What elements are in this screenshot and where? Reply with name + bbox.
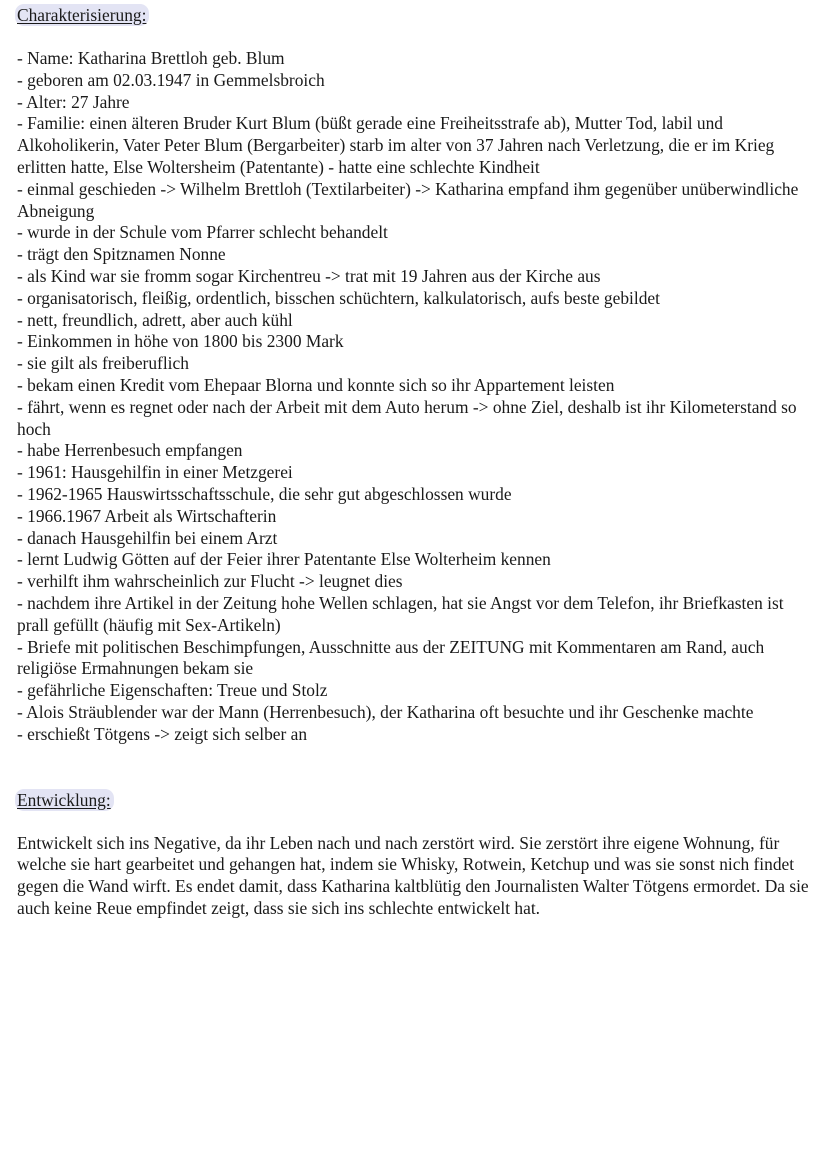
list-item: - als Kind war sie fromm sogar Kirchentreu -> trat mit 19 Jahren aus der Kirche aus xyxy=(17,265,601,286)
development-heading: Entwicklung: xyxy=(15,789,114,811)
list-item: - erschießt Tötgens -> zeigt sich selber an xyxy=(17,723,308,744)
list-item: - bekam einen Kredit vom Ehepaar Blorna und konnte sich so ihr Appartement leisten xyxy=(17,374,615,395)
characterization-list xyxy=(17,48,811,746)
list-item: - lernt Ludwig Götten auf der Feier ihrer Patentante Else Wolterheim kennen xyxy=(17,549,551,570)
list-item: - einmal geschieden -> Wilhelm Brettloh (Textilarbeiter) -> Katharina empfand ihm gegenüber unüberwindliche Abneigung xyxy=(17,178,799,221)
document-page xyxy=(17,4,811,920)
list-item: - verhilft ihm wahrscheinlich zur Flucht -> leugnet dies xyxy=(17,571,403,592)
list-item: - 1966.1967 Arbeit als Wirtschafterin xyxy=(17,505,277,526)
list-item: - Briefe mit politischen Beschimpfungen, Ausschnitte aus der ZEITUNG mit Kommentaren am Rand, auch religiöse Ermahnungen bekam sie xyxy=(17,636,765,679)
characterization-section xyxy=(17,4,811,746)
list-item: - fährt, wenn es regnet oder nach der Arbeit mit dem Auto herum -> ohne Ziel, deshalb ist ihr Kilometerstand so hoch xyxy=(17,396,797,439)
list-item: - Einkommen in höhe von 1800 bis 2300 Mark xyxy=(17,331,344,352)
list-item: - 1962-1965 Hauswirtsschaftsschule, die sehr gut abgeschlossen wurde xyxy=(17,483,512,504)
characterization-heading: Charakterisierung: xyxy=(15,4,149,26)
list-item: - 1961: Hausgehilfin in einer Metzgerei xyxy=(17,462,293,483)
list-item: - wurde in der Schule vom Pfarrer schlecht behandelt xyxy=(17,222,388,243)
list-item: - geboren am 02.03.1947 in Gemmelsbroich xyxy=(17,69,325,90)
development-paragraph: Entwickelt sich ins Negative, da ihr Leben nach und nach zerstört wird. Sie zerstört ihre eigene Wohnung, für welche sie hart gearbeitet und gehangen hat, indem sie Whisky, Rotwein, Ketchup und was sie sonst nich findet gegen die Wand wirft. Es endet damit, dass Katharina kaltblütig den Journalisten Walter Tötgens ermordet. Da sie auch keine Reue empfindet zeigt, dass sie sich ins schlechte entwickelt hat. xyxy=(17,832,809,918)
list-item: - danach Hausgehilfin bei einem Arzt xyxy=(17,527,278,548)
list-item: - organisatorisch, fleißig, ordentlich, bisschen schüchtern, kalkulatorisch, aufs beste gebildet xyxy=(17,287,660,308)
list-item: - nachdem ihre Artikel in der Zeitung hohe Wellen schlagen, hat sie Angst vor dem Telefon, ihr Briefkasten ist prall gefüllt (häufig mit Sex-Artikeln) xyxy=(17,592,784,635)
list-item: - sie gilt als freiberuflich xyxy=(17,353,189,374)
list-item: - trägt den Spitznamen Nonne xyxy=(17,244,226,265)
list-item: - Alois Sträublender war der Mann (Herrenbesuch), der Katharina oft besuchte und ihr Geschenke machte xyxy=(17,701,754,722)
list-item: - Familie: einen älteren Bruder Kurt Blum (büßt gerade eine Freiheitsstrafe ab), Mutter Tod, labil und Alkoholikerin, Vater Peter Blum (Bergarbeiter) starb im alter von 37 Jahren nach Verletzung, die er im Krieg erlitten hatte, Else Woltersheim (Patentante) - hatte eine schlechte Kindheit xyxy=(17,113,775,177)
list-item: - Name: Katharina Brettloh geb. Blum xyxy=(17,48,285,68)
list-item: - habe Herrenbesuch empfangen xyxy=(17,440,243,461)
list-item: - nett, freundlich, adrett, aber auch kühl xyxy=(17,309,293,330)
list-item: - Alter: 27 Jahre xyxy=(17,91,130,112)
development-section xyxy=(17,789,811,920)
list-item: - gefährliche Eigenschaften: Treue und Stolz xyxy=(17,680,328,701)
